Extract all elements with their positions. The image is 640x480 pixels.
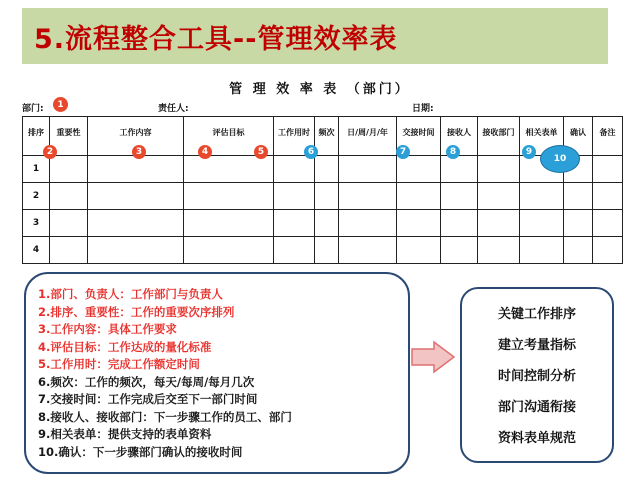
date-label: 日期: xyxy=(412,104,434,114)
definitions-list xyxy=(38,286,292,461)
header-cell: 日/周/月/年 xyxy=(339,117,397,156)
row-number: 4 xyxy=(23,237,50,264)
definition-item: 4.评估目标：工作达成的量化标准 xyxy=(38,339,212,354)
summary-item: 资料表单规范 xyxy=(497,431,576,446)
marker-8: 8 xyxy=(446,145,460,159)
header-cell: 工作内容 xyxy=(88,117,184,156)
summary-panel xyxy=(460,287,614,463)
header-cell: 工作用时 xyxy=(274,117,315,156)
definition-item: 5.工作用时：完成工作额定时间 xyxy=(38,357,200,371)
row-number: 3 xyxy=(23,210,50,237)
table-row xyxy=(23,210,623,237)
page-title: 5.流程整合工具--管理效率表 xyxy=(34,23,398,55)
summary-item: 关键工作排序 xyxy=(497,307,576,322)
definition-item: 2.排序、重要性：工作的重要次序排列 xyxy=(38,304,235,319)
marker-3: 3 xyxy=(132,145,146,159)
header-cell: 接收人 xyxy=(441,117,478,156)
header-cell: 确认 xyxy=(564,117,593,156)
table-title: 管 理 效 率 表 （部门） xyxy=(229,82,411,97)
row-number: 2 xyxy=(23,183,50,210)
marker-6: 6 xyxy=(304,145,318,159)
marker-5: 5 xyxy=(254,145,268,159)
header-cell: 备注 xyxy=(593,117,623,156)
owner-label: 责任人: xyxy=(158,104,189,114)
definition-item: 9.相关表单：提供支持的表单资料 xyxy=(38,427,212,441)
table-row xyxy=(23,156,623,183)
header-cell: 重要性 xyxy=(50,117,88,156)
title-banner xyxy=(22,8,608,64)
summary-list xyxy=(462,299,612,454)
header-cell: 交接时间 xyxy=(397,117,441,156)
dept-label: 部门: xyxy=(22,104,44,114)
marker-9: 9 xyxy=(522,145,536,159)
marker-2: 2 xyxy=(43,145,57,159)
row-number: 1 xyxy=(23,156,50,183)
header-cell: 频次 xyxy=(315,117,339,156)
right-arrow-icon xyxy=(410,340,456,374)
definition-item: 10.确认：下一步骤部门确认的接收时间 xyxy=(38,444,243,459)
definition-item: 3.工作内容：具体工作要求 xyxy=(38,322,177,336)
summary-item: 时间控制分析 xyxy=(497,369,576,384)
definitions-panel xyxy=(24,272,410,474)
definition-item: 1.部门、负责人：工作部门与负责人 xyxy=(38,287,223,301)
definition-item: 7.交接时间：工作完成后交至下一部门时间 xyxy=(38,392,258,406)
definition-item: 8.接收人、接收部门：下一步骤工作的员工、部门 xyxy=(38,409,292,424)
header-cell: 接收部门 xyxy=(478,117,520,156)
header-cell: 评估目标 xyxy=(184,117,274,156)
summary-item: 部门沟通衔接 xyxy=(497,400,576,415)
marker-1: 1 xyxy=(53,97,68,112)
summary-item: 建立考量指标 xyxy=(497,338,576,353)
table-row xyxy=(23,237,623,264)
table-row xyxy=(23,183,623,210)
marker-10: 10 xyxy=(540,145,580,173)
efficiency-table xyxy=(22,116,623,264)
marker-7: 7 xyxy=(396,145,410,159)
marker-4: 4 xyxy=(198,145,212,159)
header-cell: 相关表单 xyxy=(520,117,564,156)
definition-item: 6.频次：工作的频次，每天/每周/每月几次 xyxy=(38,374,255,389)
header-cell: 排序 xyxy=(23,117,50,156)
